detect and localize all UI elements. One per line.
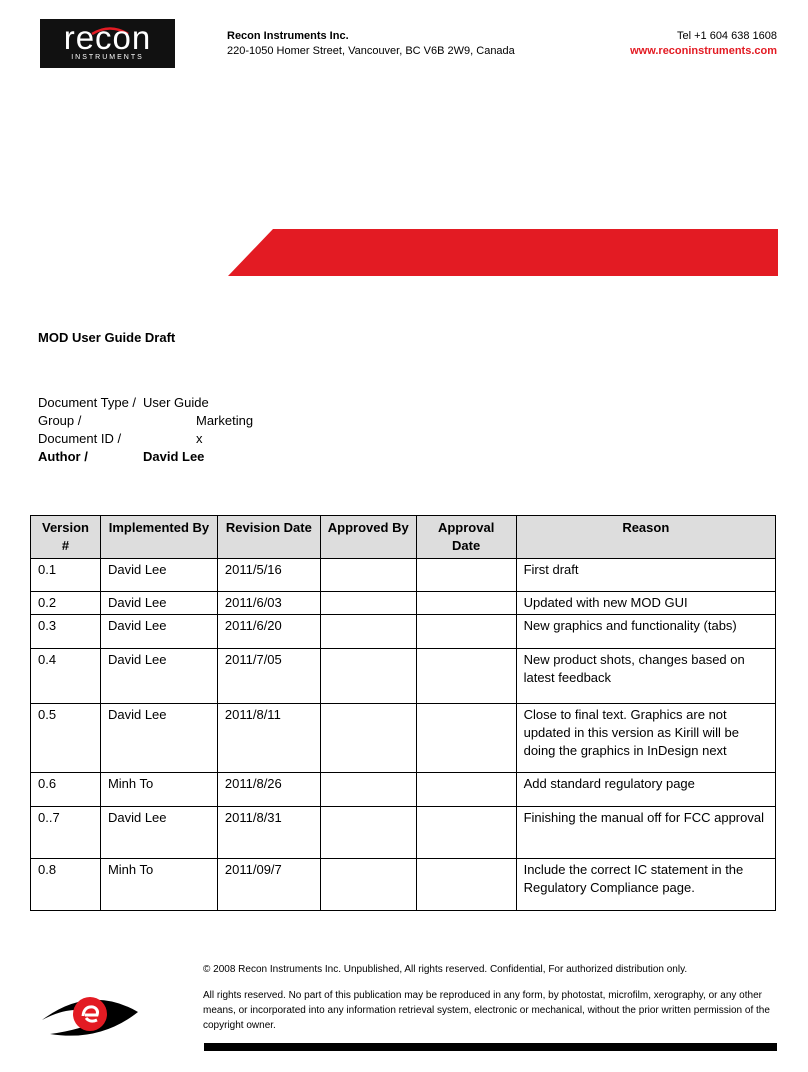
meta-value: Marketing (196, 413, 254, 428)
table-row (31, 773, 776, 807)
table-cell (416, 649, 516, 704)
table-row (31, 704, 776, 773)
table-cell (416, 859, 516, 911)
table-cell (320, 807, 416, 859)
meta-value: David Lee (143, 449, 205, 464)
table-cell: 0.6 (31, 773, 101, 807)
column-header-revision-date: Revision Date (217, 516, 320, 559)
table-cell: 2011/6/20 (217, 615, 320, 649)
meta-label: Document Type / (38, 395, 137, 410)
table-cell: Close to final text. Graphics are not updated in this version as Kirill will be doing the graphics in InDesign next (516, 704, 775, 773)
table-cell: Minh To (100, 773, 217, 807)
table-row (31, 592, 776, 615)
column-header-implemented-by: Implemented By (100, 516, 217, 559)
table-cell: 0.2 (31, 592, 101, 615)
table-cell: 0.8 (31, 859, 101, 911)
table-cell: David Lee (100, 615, 217, 649)
table-cell: New graphics and functionality (tabs) (516, 615, 775, 649)
column-header-approved-by: Approved By (320, 516, 416, 559)
table-cell: 2011/5/16 (217, 559, 320, 592)
table-cell: New product shots, changes based on latest feedback (516, 649, 775, 704)
table-cell: Add standard regulatory page (516, 773, 775, 807)
company-name: Recon Instruments Inc. (227, 30, 349, 42)
table-row (31, 615, 776, 649)
table-cell: David Lee (100, 704, 217, 773)
meta-group (38, 412, 254, 430)
table-header-row (31, 516, 776, 559)
table-cell: Finishing the manual off for FCC approval (516, 807, 775, 859)
table-cell: David Lee (100, 807, 217, 859)
column-header-approval-date: Approval Date (416, 516, 516, 559)
meta-document-type (38, 394, 209, 412)
table-row (31, 649, 776, 704)
table-cell (320, 615, 416, 649)
table-cell (416, 559, 516, 592)
meta-value: User Guide (143, 395, 209, 410)
red-banner (228, 229, 778, 276)
meta-label: Group / (38, 413, 82, 428)
table-cell: 2011/7/05 (217, 649, 320, 704)
table-cell: 0..7 (31, 807, 101, 859)
table-cell: 2011/6/03 (217, 592, 320, 615)
logo-subtext: INSTRUMENTS (71, 54, 144, 61)
column-header-version: Version # (31, 516, 101, 559)
table-cell (320, 592, 416, 615)
meta-value: x (196, 431, 203, 446)
revision-table (30, 515, 776, 911)
company-logo (40, 19, 175, 68)
table-cell: First draft (516, 559, 775, 592)
table-cell: David Lee (100, 649, 217, 704)
company-website[interactable]: www.reconinstruments.com (630, 45, 777, 57)
table-cell: 2011/09/7 (217, 859, 320, 911)
footer-bar (204, 1043, 777, 1051)
table-cell: 0.3 (31, 615, 101, 649)
table-row (31, 859, 776, 911)
table-cell (416, 704, 516, 773)
table-cell: Updated with new MOD GUI (516, 592, 775, 615)
table-cell (416, 773, 516, 807)
table-cell (320, 859, 416, 911)
table-cell: 2011/8/11 (217, 704, 320, 773)
meta-author (38, 448, 205, 466)
logo-wordmark: recon (63, 19, 152, 56)
table-cell (416, 807, 516, 859)
table-cell (416, 615, 516, 649)
document-title: MOD User Guide Draft (38, 330, 176, 345)
rights-notice: All rights reserved. No part of this publication may be reproduced in any form, by photostat, microfilm, xerography, or any other means, or incorporated into any information retrieval system, electronic or mechanical, without the prior written permission of the copyright owner. (203, 990, 770, 1031)
table-cell: Include the correct IC statement in the Regulatory Compliance page. (516, 859, 775, 911)
meta-label: Document ID / (38, 431, 122, 446)
company-address: 220-1050 Homer Street, Vancouver, BC V6B 2W9, Canada (227, 45, 515, 57)
recon-eye-icon (40, 990, 140, 1038)
table-cell (320, 704, 416, 773)
table-cell: Minh To (100, 859, 217, 911)
table-cell: 0.5 (31, 704, 101, 773)
table-cell: 2011/8/31 (217, 807, 320, 859)
table-row (31, 559, 776, 592)
column-header-reason: Reason (516, 516, 775, 559)
table-cell (320, 559, 416, 592)
table-cell (320, 773, 416, 807)
table-cell: 0.4 (31, 649, 101, 704)
table-cell (320, 649, 416, 704)
meta-label: Author / (38, 449, 88, 464)
company-phone: Tel +1 604 638 1608 (676, 30, 777, 42)
table-cell: 0.1 (31, 559, 101, 592)
table-cell: 2011/8/26 (217, 773, 320, 807)
table-cell: David Lee (100, 592, 217, 615)
copyright-notice: © 2008 Recon Instruments Inc. Unpublished, All rights reserved. Confidential, For authorized distribution only. (203, 964, 688, 975)
table-cell: David Lee (100, 559, 217, 592)
table-cell (416, 592, 516, 615)
table-row (31, 807, 776, 859)
meta-document-id (38, 430, 203, 448)
